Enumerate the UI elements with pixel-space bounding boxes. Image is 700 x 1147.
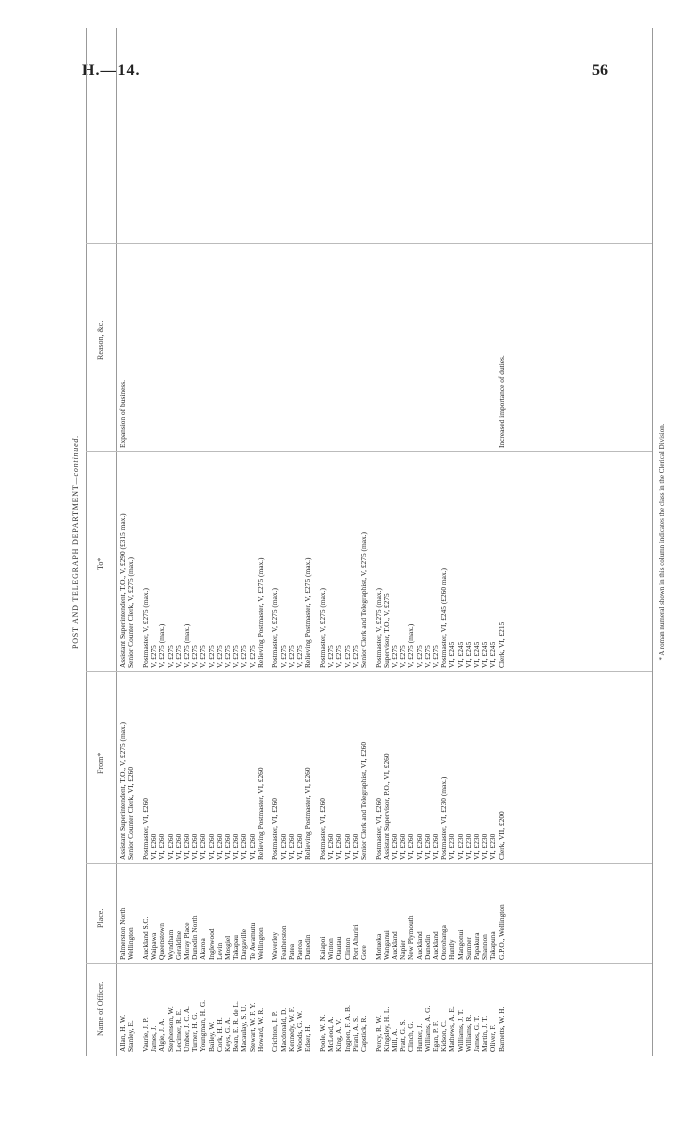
place-cell: Kaiapoi [317,936,327,960]
place-cell: Geraldine [173,930,183,960]
officer-name-cell: Youngman, H. G. [198,999,208,1052]
place-cell: Dunedin North [190,915,200,960]
officer-name-cell: Crichton, I. P. [270,1011,280,1052]
table-row [375,28,383,1056]
officer-name-cell: Pratt, G. S. [398,1019,408,1052]
from-cell: VI, £260 [198,833,208,860]
from-cell: VI, £230 [447,833,457,860]
to-cell: V, £275 [295,645,304,668]
officer-name-cell: Mill, A. [390,1028,399,1052]
officer-name-cell: Macaulay, S. U. [239,1004,249,1052]
officer-name-cell: Barnetts, W. H. [496,1006,506,1052]
table-row [399,28,407,1056]
from-cell: VI, £260 [278,833,288,860]
place-cell: Inglewood [206,928,216,960]
from-cell: Clerk, VII, £200 [496,811,506,860]
table-row [167,28,175,1056]
place-cell: Sumner [463,937,473,960]
place-cell: Dunedin [422,934,432,960]
from-cell: VI, £230 [480,833,490,860]
table-row [232,28,240,1056]
table-row [327,28,335,1056]
table-row [319,28,327,1056]
from-cell: VI, £230 [455,833,465,860]
officer-name-cell: Bailey, W. [206,1021,216,1052]
table-bottom-rule [652,28,653,1056]
to-cell: Senior Clerk and Telegraphist, V, £275 (max.) [358,532,368,668]
from-cell: VI, £260 [173,833,183,860]
table-row [448,28,456,1056]
to-cell: V, £275 [149,645,159,668]
column-header-name: Name of Officer. [96,981,105,1036]
table-row [304,28,312,1056]
from-cell: VI, £260 [239,833,249,860]
place-cell: Wellington [126,927,136,960]
table-row [407,28,415,1056]
place-cell: New Plymouth [406,915,416,960]
place-cell: Mosgiel [222,935,232,960]
table-row [383,28,391,1056]
reason-cell: Increased importance of duties. [496,355,506,448]
from-cell: VI, £260 [398,833,408,860]
from-cell: VI, £260 [406,833,416,860]
place-cell: Auckland [431,931,440,960]
place-cell: Winton [326,938,336,960]
to-cell: VI, £245 [480,641,490,668]
officer-name-cell: Pirani, A. S. [350,1016,360,1052]
officer-name-cell: Kingsley, H. L. [381,1006,391,1052]
to-cell: V, £275 (max.) [181,623,191,668]
caption-suffix: —continued. [71,434,80,485]
to-cell: VI, £245 [488,641,498,668]
to-cell: V, £275 [286,645,296,668]
table-row [335,28,343,1056]
table-caption [70,28,80,1056]
table-row [249,28,257,1056]
table-row [150,28,158,1056]
from-cell: Senior Counter Clerk, VI, £260 [126,766,136,860]
to-cell: V, £275 [231,645,241,668]
to-cell: V, £275 [214,645,224,668]
place-cell: Featherston [278,925,288,960]
table-row [280,28,288,1056]
officer-name-cell: Egan, P. F. [431,1020,440,1052]
from-cell: VI, £260 [286,833,296,860]
table-row [473,28,481,1056]
table-row [208,28,216,1056]
table-row [158,28,166,1056]
place-cell: Otautau [334,936,344,960]
from-cell: VI, £230 [488,833,498,860]
place-cell: Takapau [231,935,241,960]
to-cell: VI, £245 [472,641,481,668]
officer-name-cell: Turner, H. G. [190,1012,200,1052]
from-cell: VI, £230 [472,833,481,860]
to-cell: V, £275 [173,645,183,668]
place-cell: Otorohanga [439,925,449,960]
to-cell: Senior Counter Clerk, V, £275 (max.) [126,557,136,668]
to-cell: Postmaster, V, £275 (max.) [140,588,150,668]
document-reference: H.—14. [82,62,141,79]
table-row [391,28,399,1056]
table-row [224,28,232,1056]
to-cell: V, £275 [414,645,424,668]
column-header-place: Place. [96,908,105,928]
officer-name-cell: Williams, A. G. [422,1005,432,1052]
table-row [288,28,296,1056]
from-cell: Assistant Supervisor, P.O., VI, £260 [381,753,391,860]
officer-name-cell: Mathews, A. E. [447,1006,457,1052]
place-cell: Dunedin [303,934,313,960]
table-row [440,28,448,1056]
table-row [498,28,506,1056]
table-footnote: * A roman numeral shown in this column indicates the class in the Clerical Division. [658,423,666,661]
table-row [175,28,183,1056]
place-cell: Port Ahuriri [350,924,360,960]
to-cell: V, £275 [278,645,288,668]
from-cell: VI, £260 [422,833,432,860]
to-cell: Clerk, VI, £215 [496,621,506,668]
place-cell: Wellington [255,927,265,960]
table-header-rule [116,28,117,1056]
from-cell: VI, £260 [231,833,241,860]
to-cell: V, £275 (max.) [157,623,167,668]
from-cell: VI, £260 [149,833,159,860]
to-cell: Postmaster, V, £275 (max.) [317,588,327,668]
from-cell: Postmaster, VI, £260 [140,798,150,860]
to-cell: V, £275 (max.) [406,623,416,668]
place-cell: Gore [358,945,368,960]
table-row [240,28,248,1056]
officer-name-cell: Stewart, W. F. Y. [247,1002,257,1052]
column-header-to: To* [96,557,105,570]
officer-name-cell: Ingpen, F. A. B. [342,1005,352,1052]
place-cell: Queenstown [157,923,167,960]
to-cell: Postmaster, VI, £245 (£260 max.) [439,568,449,668]
reason-cell: Expansion of business. [118,380,127,448]
from-cell: VI, £260 [206,833,216,860]
from-cell: VI, £260 [190,833,200,860]
officer-name-cell: Capstick, R. [358,1015,368,1052]
table-row [457,28,465,1056]
place-cell: Levin [214,942,224,960]
place-cell: Motueka [373,933,383,960]
to-cell: Postmaster, V, £275 (max.) [270,588,280,668]
place-cell: Waverley [270,931,280,960]
place-cell: Paeroa [295,939,304,960]
place-cell: Napier [398,939,408,960]
table-row [296,28,304,1056]
to-cell: V, £275 [350,645,360,668]
place-cell: Patea [286,943,296,960]
to-cell: VI, £245 [447,641,457,668]
rotated-table [70,28,670,1056]
officer-name-cell: Hunter, J. [414,1023,424,1052]
officer-name-cell: Williams, J. T. [455,1009,465,1052]
to-cell: V, £275 [222,645,232,668]
table-row [216,28,224,1056]
table-row [424,28,432,1056]
place-cell: Palmerston North [118,907,127,960]
officer-name-cell: Martin, J. T. [480,1015,490,1052]
from-cell: VI, £260 [222,833,232,860]
officer-name-cell: Woods, G. W. [295,1010,304,1052]
to-cell: V, £275 [165,645,175,668]
place-cell: Wyndham [165,929,175,960]
to-cell: V, £275 [334,645,344,668]
officer-name-cell: Kidson, C. [439,1020,449,1052]
to-cell: V, £275 [247,645,257,668]
from-cell: Postmaster, VI, £260 [317,798,327,860]
place-cell: Dargaville [239,928,249,960]
to-cell: V, £275 [190,645,200,668]
to-cell: Assistant Superintendent, T.O., V, £290 (£315 max.) [118,513,127,668]
table-row [489,28,497,1056]
officer-name-cell: Oliver, F. [488,1024,498,1052]
officer-name-cell: Bean, E. R. de L. [231,1001,241,1052]
from-cell: VI, £260 [157,833,167,860]
table-row [127,28,135,1056]
from-cell: VI, £260 [214,833,224,860]
from-cell: VI, £260 [334,833,344,860]
place-cell: Papakura [472,932,481,960]
page-number: 56 [592,62,608,79]
to-cell: VI, £245 [463,641,473,668]
column-header-from: From* [96,752,105,774]
place-cell: Huntly [447,939,457,960]
to-cell: Relieving Postmaster, V, £275 (max.) [303,557,313,668]
table-row [191,28,199,1056]
place-cell: Auckland S.C. [140,916,150,960]
officer-name-cell: Clinch, G. [406,1021,416,1052]
officer-name-cell: Cork, H. H. [214,1017,224,1052]
from-cell: VI, £260 [414,833,424,860]
to-cell: Supervisor, T.O., V, £275 [381,593,391,668]
table-row [271,28,279,1056]
to-cell: V, £275 [326,645,336,668]
table-row [257,28,265,1056]
to-cell: V, £275 [206,645,216,668]
officer-name-cell: King, A. V. [334,1018,344,1052]
to-cell: VI, £245 [455,641,465,668]
from-cell: VI, £260 [390,833,399,860]
table-row [344,28,352,1056]
officer-name-cell: Poole, W. N. [317,1014,327,1052]
officer-name-cell: Umber, J. C. A. [181,1006,191,1052]
place-cell: Shannon [480,934,490,960]
to-cell: V, £275 [422,645,432,668]
from-cell: Relieving Postmaster, VI, £260 [303,767,313,860]
to-cell: V, £275 [239,645,249,668]
table-row [481,28,489,1056]
officer-name-cell: Howard, W. R. [255,1007,265,1052]
officer-name-cell: Stephenson, W. [165,1006,175,1052]
officer-name-cell: Algie, J. A. [157,1018,167,1052]
from-cell: VI, £260 [431,833,440,860]
to-cell: Relieving Postmaster, V, £275 (max.) [255,557,265,668]
from-cell: VI, £260 [165,833,175,860]
to-cell: Postmaster, V, £275 (max.) [373,588,383,668]
officer-name-cell: Macdonald, D. [278,1007,288,1052]
table-header [86,28,116,1056]
from-cell: Postmaster, VI, £230 (max.) [439,776,449,860]
caption-main: POST AND TELEGRAPH DEPARTMENT [71,484,80,650]
from-cell: Relieving Postmaster, VI, £260 [255,767,265,860]
from-cell: VI, £260 [295,833,304,860]
from-cell: Postmaster, VI, £260 [373,798,383,860]
table-row [465,28,473,1056]
officer-name-cell: Williams, R. [463,1014,473,1052]
table-row [360,28,368,1056]
table-row [183,28,191,1056]
officer-name-cell: James, J. [149,1025,159,1052]
place-cell: Te Awamutu [247,922,257,960]
officer-name-cell: Vaurie, J. P. [140,1017,150,1052]
table-row [199,28,207,1056]
officer-name-cell: Stanley, E. [126,1020,136,1052]
place-cell: Moray Place [181,922,191,960]
officer-name-cell: Keys, G. A. [222,1017,232,1052]
table-row [119,28,127,1056]
place-cell: G.P.O., Wellington [496,904,506,960]
officer-name-cell: Edser, H. [303,1024,313,1052]
column-header-reason: Reason, &c. [96,320,105,360]
place-cell: Auckland [390,931,399,960]
officer-name-cell: Kennedy, W. F. [286,1006,296,1052]
to-cell: V, £275 [431,645,440,668]
table-row [416,28,424,1056]
table-row [432,28,440,1056]
from-cell: VI, £260 [350,833,360,860]
from-cell: VI, £260 [326,833,336,860]
from-cell: Postmaster, VI, £260 [270,798,280,860]
table-row [142,28,150,1056]
from-cell: VI, £260 [181,833,191,860]
to-cell: V, £275 [390,645,399,668]
from-cell: Assistant Superintendent, T.O., V, £275 (max.) [118,721,127,860]
place-cell: Takapuna [488,931,498,960]
officer-name-cell: McLeod, A. [326,1016,336,1052]
place-cell: Clinton [342,937,352,960]
place-cell: Wanganui [381,930,391,960]
to-cell: V, £275 [198,645,208,668]
place-cell: Akaroa [198,938,208,960]
officer-name-cell: Allan, H. W. [118,1014,127,1052]
officer-name-cell: Lecimer, R. E. [173,1008,183,1052]
to-cell: V, £275 [342,645,352,668]
officer-name-cell: Percy, R. W. [373,1015,383,1052]
officer-name-cell: James, G. T. [472,1015,481,1052]
to-cell: V, £275 [398,645,408,668]
place-cell: Waipawa [149,932,159,960]
from-cell: VI, £260 [342,833,352,860]
from-cell: Senior Clerk and Telegraphist, VI, £260 [358,741,368,860]
from-cell: VI, £230 [463,833,473,860]
from-cell: VI, £260 [247,833,257,860]
place-cell: Mangonui [455,929,465,960]
place-cell: Auckland [414,931,424,960]
